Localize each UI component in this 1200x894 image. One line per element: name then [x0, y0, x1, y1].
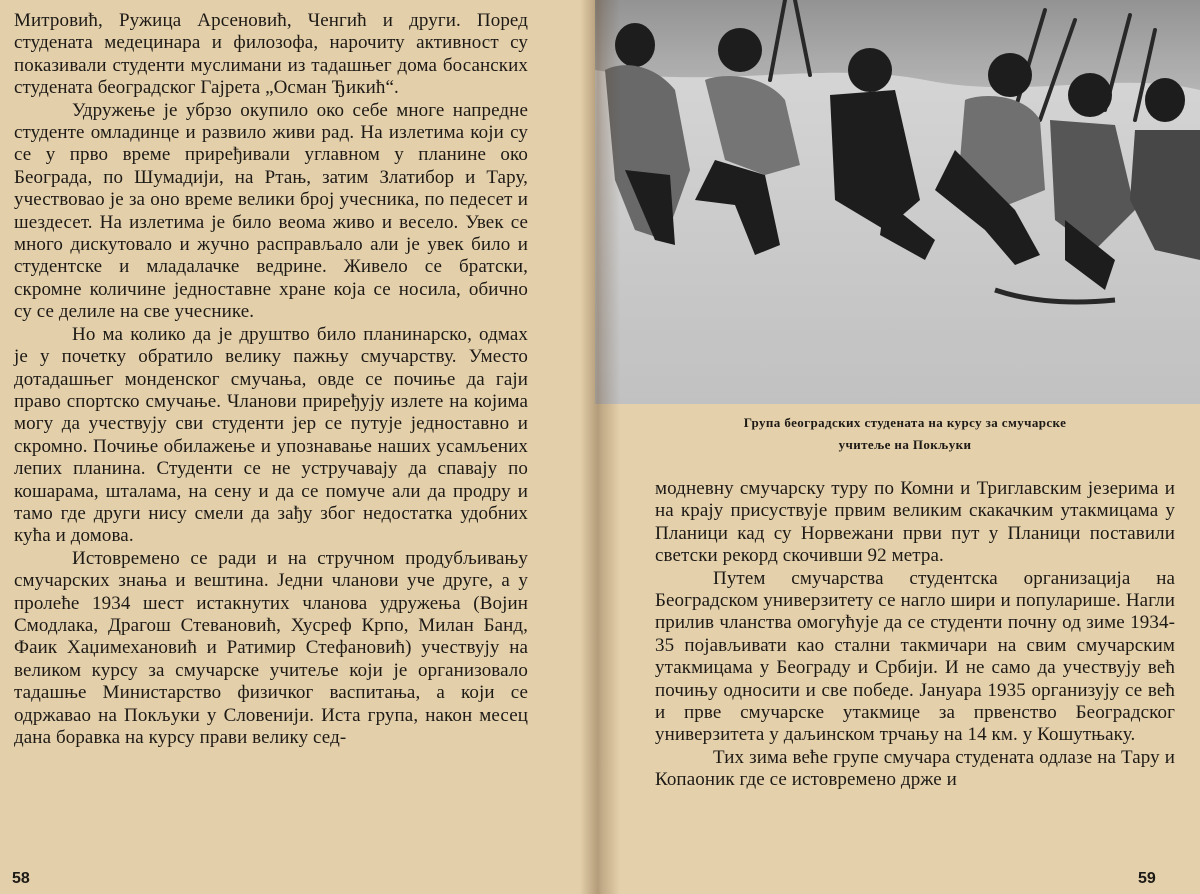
- page-number: 59: [1138, 870, 1156, 887]
- caption-line: Група београдских студената на курсу за смучарске: [743, 415, 1067, 430]
- right-page: [595, 0, 1200, 894]
- left-page-text: [14, 10, 528, 749]
- photo-caption: [685, 412, 1125, 456]
- book-gutter: [580, 0, 620, 894]
- paragraph: Удружење је убрзо окупило око себе многе напредне студенте омладинце и развило живи рад. На излетима који су се у прво време приређивали углавном у планине око Београда, по Шумадији, на Ртањ, затим Златибор и Тару, учествовао је за оно време велики број учесника, по педесет и шездесет. На излетима је било веома живо и весело. Увек се много дискутовало и жучно расправљало али је увек било и студентске и младалачке ведрине. Живело се братски, скромне количине једноставне хране која се носила, обично су се делиле на све учеснике.: [14, 99, 528, 323]
- paragraph: модневну смучарску туру по Комни и Триглавским језерима и на крају присуствује првим великим скакачким утакмицама у Планици кад су Норвежани први пут у Планици поставили светски рекорд скочивши 92 метра.: [655, 478, 1175, 567]
- paragraph: Путем смучарства студентска организација на Београдском универзитету се нагло шири и популарише. Нагли прилив чланства омогућује да се студенти почну од зиме 1934-35 појављивати као стални такмичари на свим смучарским утакмицама у Београду и Србији. И не само да учествују већ почињу односити и све победе. Јануара 1935 организују се већ и прве смучарске утакмице за првенство Београдског универзитета у даљинском трчању на 14 км. у Кошутњаку.: [655, 567, 1175, 746]
- left-page: [0, 0, 595, 894]
- paragraph: Тих зима веће групе смучара студената одлазе на Тару и Копаоник где се истовремено држе и: [655, 746, 1175, 791]
- ski-group-photo: [595, 0, 1200, 404]
- paragraph: Но ма колико да је друштво било планинарско, одмах је у почетку обратило велику пажњу смучарству. Уместо дотадашњег монденског смучања, овде се почиње да гаји право спортско смучање. Чланови приређују излете на којима могу да учествују сви студенти јер се путује једноставно и скромно. Почиње обилажење и упознавање наших усамљених лепих планина. Студенти се не устручавају да спавају по кошарама, шталама, на сену и да се помуче али да продру и тамо где други нису смели да зађу због недостатка удобних кућа и домова.: [14, 323, 528, 547]
- caption-line: учитеље на Покљуки: [838, 437, 972, 452]
- right-page-text: [655, 478, 1175, 792]
- paragraph: Митровић, Ружица Арсеновић, Ченгић и други. Поред студената медецинара и филозофа, нарочиту активност су показивали студенти муслимани из тадашњег дома босанских студената београдског Гајрета „Осман Ђикић“.: [14, 10, 528, 99]
- paragraph: Истовремено се ради и на стручном продубљивању смучарских знања и вештина. Једни чланови уче друге, а у пролеће 1934 шест истакнутих чланова удружења (Војин Смодлака, Драгош Стевановић, Хусреф Крпо, Милан Банд, Фаик Хаџимехановић и Ратимир Стефановић) учествују на великом курсу за смучарске учитеље који је организовало тадашње Министарство физичког васпитања, а који се одржавао на Покљуки у Словенији. Иста група, након месец дана боравка на курсу прави велику сед-: [14, 547, 528, 748]
- page-number: 58: [12, 870, 30, 887]
